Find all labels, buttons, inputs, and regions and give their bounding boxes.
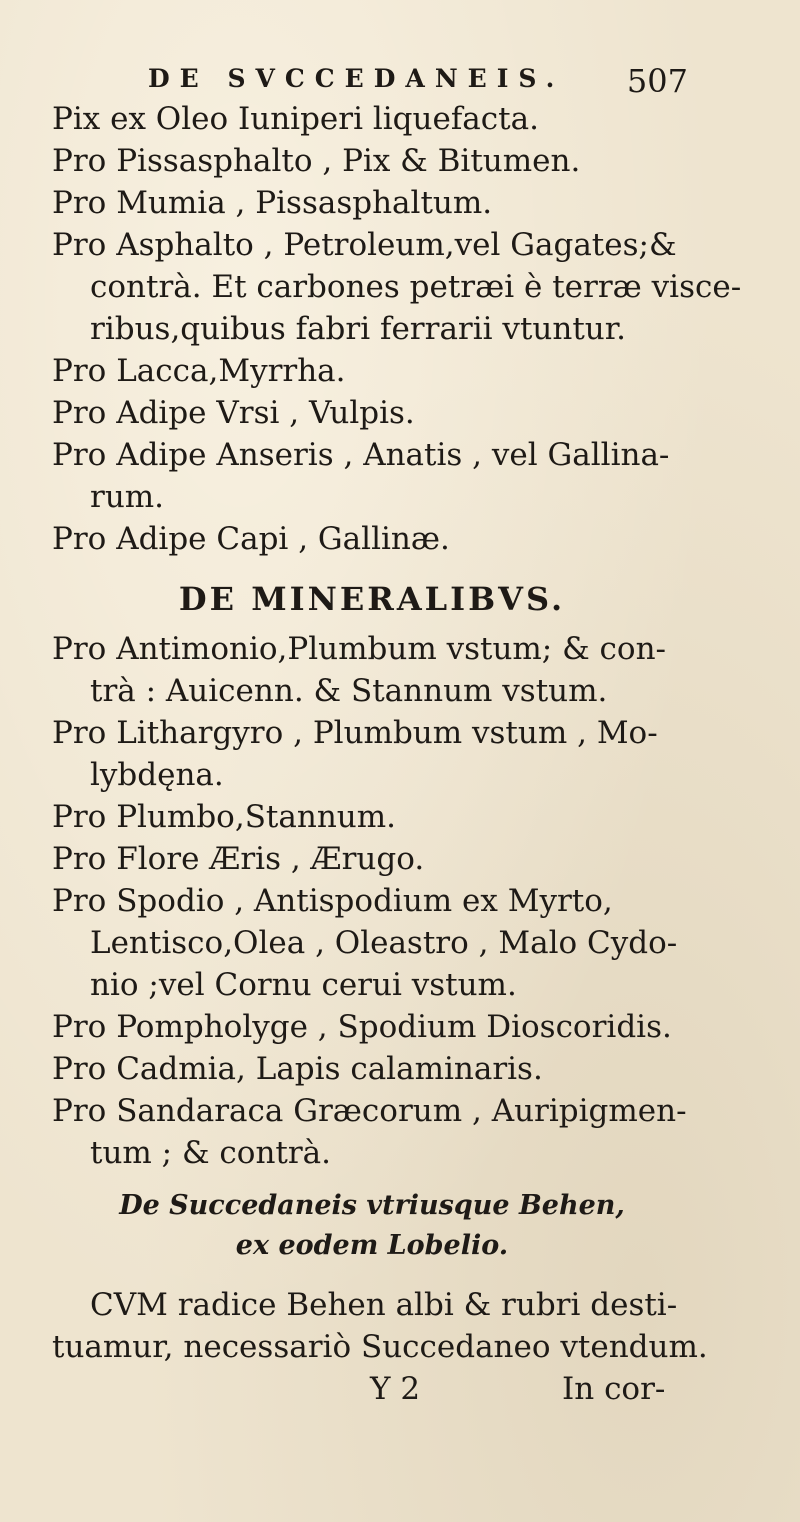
page-number: 507 <box>626 62 688 100</box>
text-line: Pro Asphalto , Petroleum,vel Gagates;& <box>52 227 677 263</box>
text-line: Pro Pissasphalto , Pix & Bitumen. <box>52 143 581 179</box>
paragraph-line-1: CVM radice Behen albi & rubri desti- <box>90 1287 678 1323</box>
catchword: In cor- <box>562 1371 666 1407</box>
text-line: Pro Mumia , Pissasphaltum. <box>52 185 493 221</box>
page-body <box>52 98 742 1410</box>
text-line: ribus,quibus fabri ferrarii vtuntur. <box>90 311 627 347</box>
text-line: rum. <box>90 479 165 515</box>
text-line: Pro Flore Æris , Ærugo. <box>52 841 425 877</box>
text-line: Pro Adipe Capi , Gallinæ. <box>52 521 450 557</box>
section-heading: DE MINERALIBVS. <box>178 580 566 618</box>
text-line: tum ; & contrà. <box>90 1135 332 1171</box>
text-line: Pro Plumbo,Stannum. <box>52 799 397 835</box>
text-line: lybdęna. <box>90 757 224 793</box>
substitutes-list <box>52 98 742 560</box>
text-line: Pro Antimonio,Plumbum vstum; & con- <box>52 631 667 667</box>
subheading-line-1: De Succedaneis vtriusque Behen, <box>119 1190 625 1221</box>
page-footer <box>52 1368 692 1410</box>
text-line: Pro Sandaraca Græcorum , Auripigmen- <box>52 1093 687 1129</box>
text-line: Pro Lacca,Myrrha. <box>52 353 346 389</box>
text-line: contrà. Et carbones petræi è terræ visce- <box>90 269 742 305</box>
text-line: Lentisco,Olea , Oleastro , Malo Cydo- <box>90 925 678 961</box>
running-title: DE SVCCEDANEIS. <box>148 64 565 93</box>
page-header <box>148 62 688 102</box>
text-line: Pix ex Oleo Iuniperi liquefacta. <box>52 101 539 137</box>
minerals-list <box>52 628 692 1174</box>
text-line: nio ;vel Cornu cerui vstum. <box>90 967 517 1003</box>
text-line: Pro Adipe Anseris , Anatis , vel Gallina- <box>52 437 670 473</box>
subheading-line-2: ex eodem Lobelio. <box>235 1230 509 1261</box>
text-line: trà : Auicenn. & Stannum vstum. <box>90 673 608 709</box>
text-line: Pro Lithargyro , Plumbum vstum , Mo- <box>52 715 658 751</box>
text-line: Pro Pompholyge , Spodium Dioscoridis. <box>52 1009 672 1045</box>
paragraph-line-2: tuamur, necessariò Succedaneo vtendum. <box>52 1329 708 1365</box>
signature-mark: Y 2 <box>370 1371 421 1407</box>
text-line: Pro Cadmia, Lapis calaminaris. <box>52 1051 543 1087</box>
text-line: Pro Spodio , Antispodium ex Myrto, <box>52 883 613 919</box>
text-line: Pro Adipe Vrsi , Vulpis. <box>52 395 415 431</box>
